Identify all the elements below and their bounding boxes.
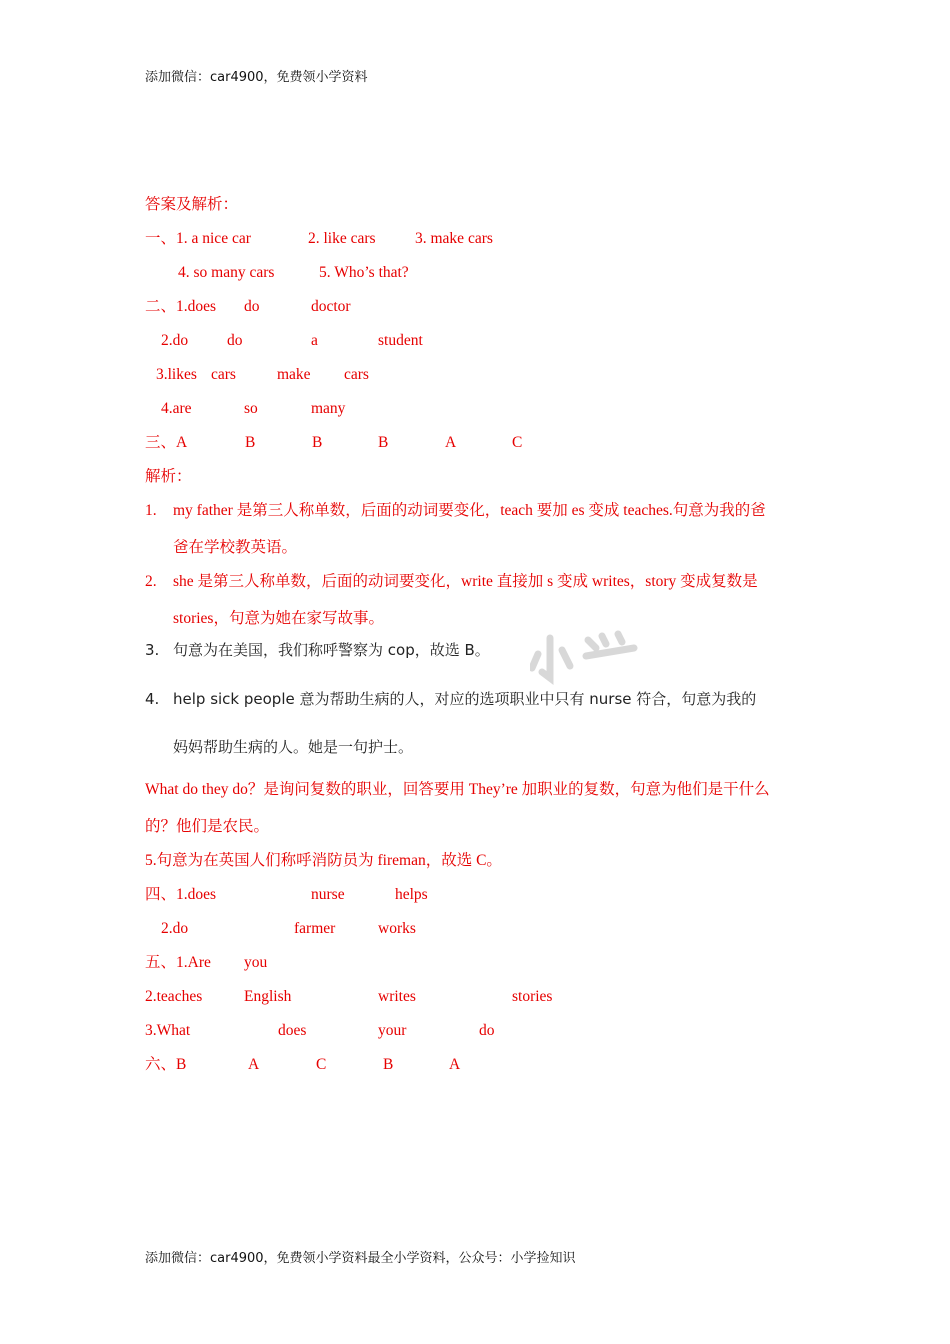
s5-r2-d: stories xyxy=(512,988,553,1005)
s2-r3-c: make xyxy=(277,366,311,383)
analysis-item-3: 句意为在美国，我们称呼警察为 cop，故选 B。 xyxy=(173,641,490,659)
answer-title: 答案及解析： xyxy=(145,196,239,213)
s1-r1-a: 一、1. a nice car xyxy=(145,230,251,247)
analysis-num-1: 1. xyxy=(145,502,157,519)
what-do-they-do-line2: 的？他们是农民。 xyxy=(145,818,270,835)
s1-r1-c: 3. make cars xyxy=(415,230,493,247)
s4-r2-a: 2.do xyxy=(161,920,189,937)
s3-b: B xyxy=(245,434,256,451)
s2-r2-d: student xyxy=(378,332,423,349)
s2-r4-b: so xyxy=(244,400,258,417)
analysis-item-2-line1: she 是第三人称单数，后面的动词要变化，write 直接加 s 变成 writes，story 变成复数是 xyxy=(173,573,758,590)
s2-r4-c: many xyxy=(311,400,346,417)
s3-d: B xyxy=(378,434,389,451)
analysis-item-4-line2: 妈妈帮助生病的人。她是一句护士。 xyxy=(173,738,414,756)
s4-r2-b: farmer xyxy=(294,920,336,937)
what-do-they-do-line1: What do they do？是询问复数的职业，回答要用 They’re 加职业的复数，句意为他们是干什么 xyxy=(145,781,770,798)
s2-r3-a: 3.likes xyxy=(156,366,197,383)
s6-a: 六、B xyxy=(145,1056,187,1073)
s2-r3-d: cars xyxy=(344,366,369,383)
analysis-item-1-line1: my father 是第三人称单数，后面的动词要变化，teach 要加 es 变成 teaches.句意为我的爸 xyxy=(173,502,766,519)
analysis-item-1-line2: 爸在学校教英语。 xyxy=(173,539,298,556)
s5-r2-a: 2.teaches xyxy=(145,988,203,1005)
s5-r3-c: your xyxy=(378,1022,407,1039)
s2-r4-a: 4.are xyxy=(161,400,192,417)
page-header: 添加微信：car4900，免费领小学资料 xyxy=(145,70,368,85)
s6-d: B xyxy=(383,1056,394,1073)
s5-r3-b: does xyxy=(278,1022,307,1039)
s4-r1-a: 四、1.does xyxy=(145,886,217,903)
s2-r1-a: 二、1.does xyxy=(145,298,217,315)
s2-r1-c: doctor xyxy=(311,298,351,315)
s4-r2-c: works xyxy=(378,920,416,937)
s3-c: B xyxy=(312,434,323,451)
s5-r3-d: do xyxy=(479,1022,495,1039)
analysis-num-3: 3. xyxy=(145,641,160,659)
s3-a: 三、A xyxy=(145,434,188,451)
s3-f: C xyxy=(512,434,523,451)
s2-r3-b: cars xyxy=(211,366,236,383)
s4-r1-c: helps xyxy=(395,886,428,903)
s4-r1-b: nurse xyxy=(311,886,345,903)
page-footer: 添加微信：car4900，免费领小学资料最全小学资料，公众号：小学捡知识 xyxy=(145,1251,576,1266)
s5-r2-c: writes xyxy=(378,988,416,1005)
s5-r1-a: 五、1.Are xyxy=(145,954,211,971)
analysis-num-4: 4. xyxy=(145,690,160,708)
analysis-num-2: 2. xyxy=(145,573,157,590)
analysis-item-5: 5.句意为在英国人们称呼消防员为 fireman，故选 C。 xyxy=(145,852,502,869)
s2-r1-b: do xyxy=(244,298,260,315)
s6-c: C xyxy=(316,1056,327,1073)
analysis-item-4-line1: help sick people 意为帮助生病的人，对应的选项职业中只有 nurse 符合，句意为我的 xyxy=(173,690,757,708)
s5-r3-a: 3.What xyxy=(145,1022,191,1039)
s2-r2-c: a xyxy=(311,332,318,349)
watermark-logo xyxy=(530,626,640,686)
s5-r2-b: English xyxy=(244,988,292,1005)
s5-r1-b: you xyxy=(244,954,268,971)
s6-b: A xyxy=(248,1056,260,1073)
s2-r2-b: do xyxy=(227,332,243,349)
s1-r2-b: 5. Who’s that? xyxy=(319,264,409,281)
s2-r2-a: 2.do xyxy=(161,332,189,349)
s1-r2-a: 4. so many cars xyxy=(178,264,275,281)
analysis-item-2-line2: stories，句意为她在家写故事。 xyxy=(173,610,384,627)
s6-e: A xyxy=(449,1056,461,1073)
analysis-label: 解析： xyxy=(145,468,192,485)
s3-e: A xyxy=(445,434,457,451)
s1-r1-b: 2. like cars xyxy=(308,230,376,247)
